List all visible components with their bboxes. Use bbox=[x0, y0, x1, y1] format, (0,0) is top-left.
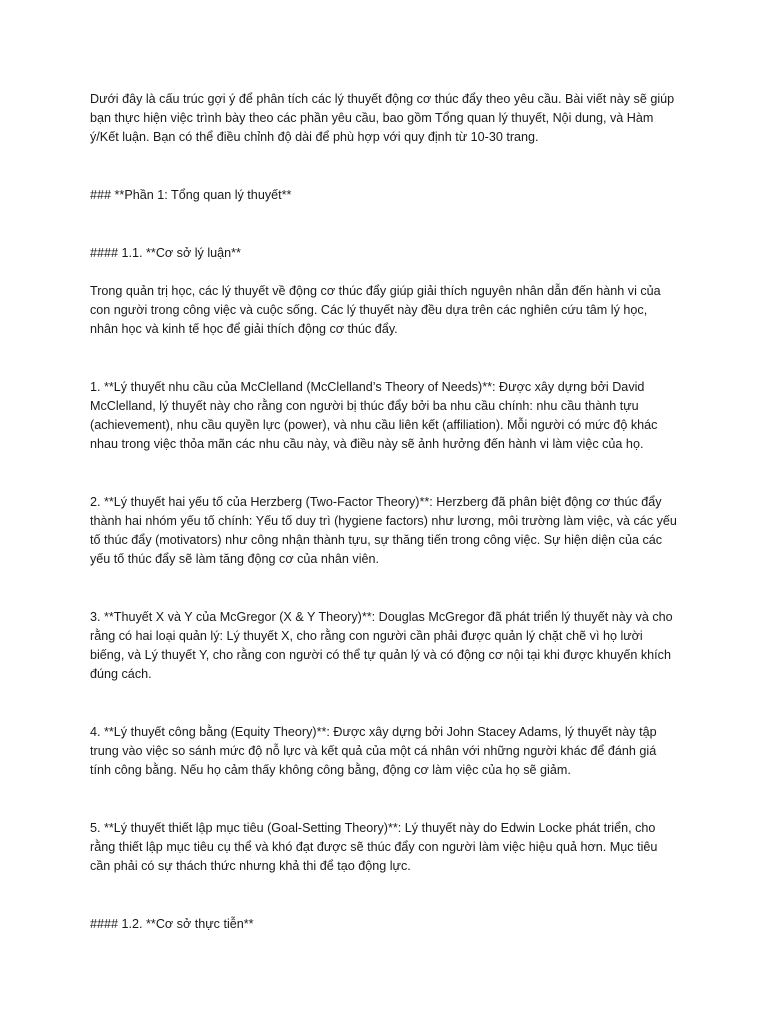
list-item-goal-setting: 5. **Lý thuyết thiết lập mục tiêu (Goal-Setting Theory)**: Lý thuyết này do Edwin Locke phát triển, cho rằng thiết lập mục tiêu cụ thể và khó đạt được sẽ thúc đẩy con người làm việc hiệu quả hơn. Mục tiêu cần phải có sự thách thức nhưng khả thi để tạo động lực. bbox=[90, 821, 658, 873]
subsection-1-2-heading: #### 1.2. **Cơ sở thực tiễn** bbox=[90, 917, 254, 931]
list-item-equity: 4. **Lý thuyết công bằng (Equity Theory)**: Được xây dựng bởi John Stacey Adams, lý thuyết này tập trung vào việc so sánh mức độ nỗ lực và kết quả của một cá nhân với những người khác để đánh giá tính công bằng. Nếu họ cảm thấy không công bằng, động cơ làm việc của họ sẽ giảm. bbox=[90, 725, 657, 777]
list-item-mcgregor: 3. **Thuyết X và Y của McGregor (X & Y Theory)**: Douglas McGregor đã phát triển lý thuyết này và cho rằng có hai loại quản lý: Lý thuyết X, cho rằng con người cần phải được quản lý chặt chẽ vì họ lười biếng, và Lý thuyết Y, cho rằng con người có thể tự quản lý và có động cơ nội tại khi được khuyến khích đúng cách. bbox=[90, 610, 673, 681]
intro-paragraph: Dưới đây là cấu trúc gợi ý để phân tích các lý thuyết động cơ thúc đẩy theo yêu cầu. Bài viết này sẽ giúp bạn thực hiện việc trình bày theo các phần yêu cầu, bao gồm Tổng quan lý thuyết, Nội dung, và Hàm ý/Kết luận. Bạn có thể điều chỉnh độ dài để phù hợp với quy định từ 10-30 trang. bbox=[90, 92, 675, 144]
list-item-herzberg: 2. **Lý thuyết hai yếu tố của Herzberg (Two-Factor Theory)**: Herzberg đã phân biệt động cơ thúc đẩy thành hai nhóm yếu tố chính: Yếu tố duy trì (hygiene factors) như lương, môi trường làm việc, và các yếu tố thúc đẩy (motivators) như công nhận thành tựu, sự thăng tiến trong công việc. Sự hiện diện của các yếu tố thúc đẩy sẽ làm tăng động cơ của nhân viên. bbox=[90, 495, 677, 566]
list-item-mcclelland: 1. **Lý thuyết nhu cầu của McClelland (McClelland’s Theory of Needs)**: Được xây dựng bởi David McClelland, lý thuyết này cho rằng con người bị thúc đẩy bởi ba nhu cầu chính: nhu cầu thành tựu (achievement), nhu cầu quyền lực (power), và nhu cầu liên kết (affiliation). Mỗi người có mức độ khác nhau trong việc thỏa mãn các nhu cầu này, và điều này sẽ ảnh hưởng đến hành vi làm việc của họ. bbox=[90, 380, 658, 451]
section-1-heading: ### **Phần 1: Tổng quan lý thuyết** bbox=[90, 188, 292, 202]
subsection-1-1-heading: #### 1.1. **Cơ sở lý luận** bbox=[90, 246, 241, 260]
subsection-1-1-body: Trong quản trị học, các lý thuyết về động cơ thúc đẩy giúp giải thích nguyên nhân dẫn đến hành vi của con người trong công việc và cuộc sống. Các lý thuyết này đều dựa trên các nghiên cứu tâm lý học, nhân học và kinh tế học để giải thích động cơ thúc đẩy. bbox=[90, 284, 661, 336]
